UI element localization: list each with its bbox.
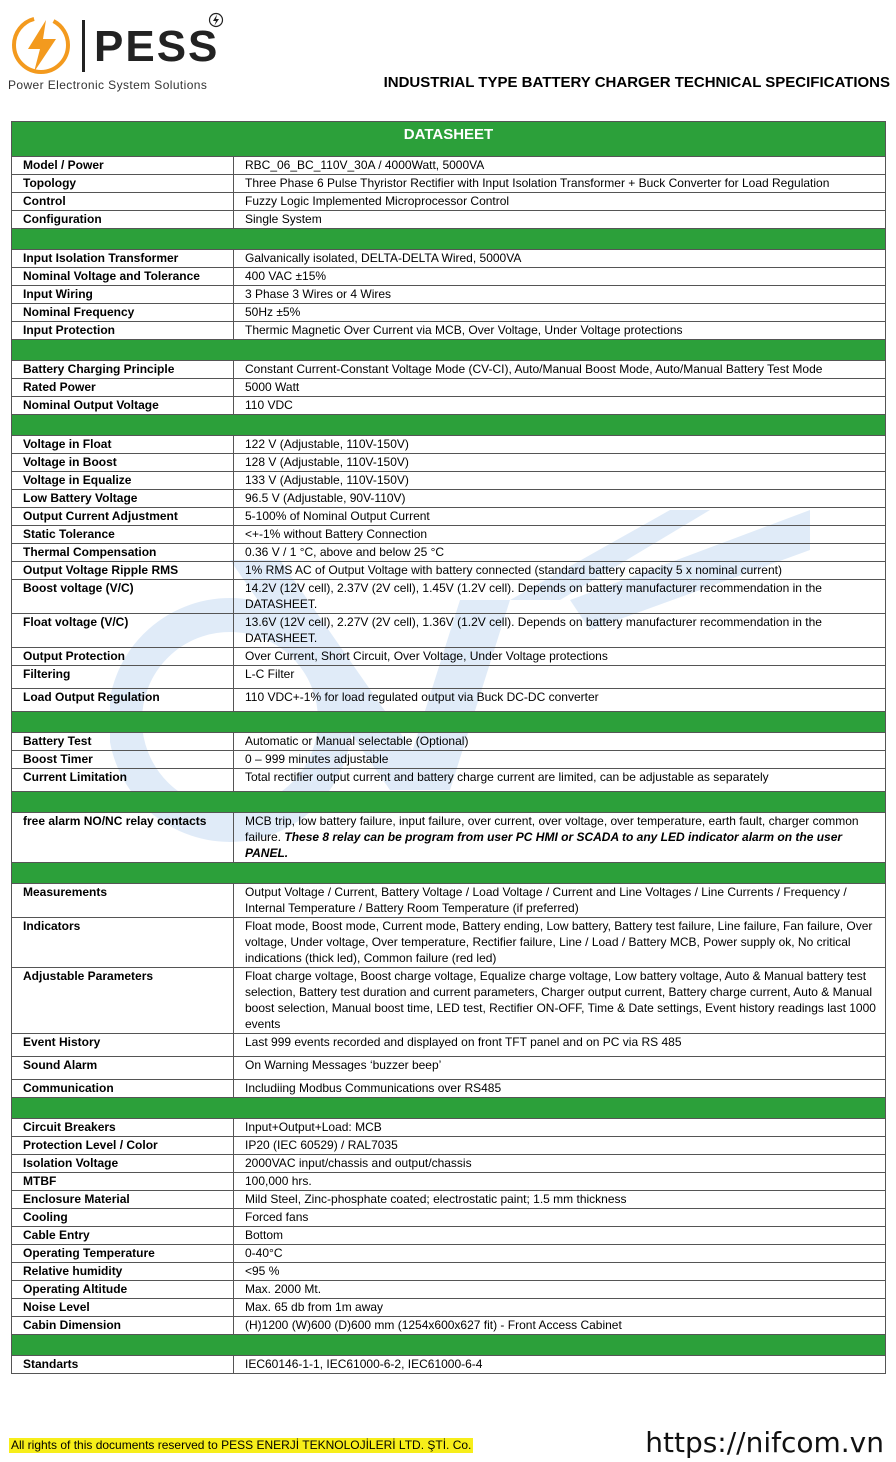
spec-label: Boost voltage (V/C): [12, 580, 234, 614]
section-divider: [12, 792, 886, 813]
spec-label: Rated Power: [12, 379, 234, 397]
spec-value: [234, 193, 886, 211]
spec-value-text: 5-100% of Nominal Output Current: [245, 509, 430, 523]
section-divider-bar: [12, 863, 886, 884]
spec-value-text: Output Voltage / Current, Battery Voltage / Load Voltage / Current and Line Voltages / Line Currents / Frequency / Internal Temperature / Battery Room Temperature (if preferred): [245, 885, 847, 915]
spec-label: Output Current Adjustment: [12, 508, 234, 526]
spec-value-text: 0.36 V / 1 °C, above and below 25 °C: [245, 545, 445, 559]
spec-row: [12, 1173, 886, 1191]
spec-row: [12, 211, 886, 229]
section-divider: [12, 1335, 886, 1356]
spec-value-text: Single System: [245, 212, 322, 226]
spec-value: [234, 1245, 886, 1263]
spec-label: Measurements: [12, 884, 234, 918]
spec-row: [12, 1227, 886, 1245]
spec-value-text: Fuzzy Logic Implemented Microprocessor Control: [245, 194, 510, 208]
spec-label: Cabin Dimension: [12, 1317, 234, 1335]
spec-value: [234, 454, 886, 472]
spec-row: [12, 454, 886, 472]
spec-value-text: Bottom: [245, 1228, 284, 1242]
spec-label: Voltage in Boost: [12, 454, 234, 472]
spec-label: Current Limitation: [12, 769, 234, 792]
spec-label: Indicators: [12, 918, 234, 968]
spec-row: [12, 968, 886, 1034]
spec-row: [12, 813, 886, 863]
small-bolt-icon: [208, 12, 224, 28]
spec-label: Voltage in Equalize: [12, 472, 234, 490]
spec-value-text: 2000VAC input/chassis and output/chassis: [245, 1156, 472, 1170]
spec-value-text: Includiing Modbus Communications over RS485: [245, 1081, 502, 1095]
spec-row: [12, 1245, 886, 1263]
spec-value-text: 100,000 hrs.: [245, 1174, 312, 1188]
spec-value-text: Total rectifier output current and battery charge current are limited, can be adjustable as separately: [245, 770, 769, 784]
spec-row: [12, 361, 886, 379]
spec-label: Control: [12, 193, 234, 211]
spec-row: [12, 769, 886, 792]
spec-label: Filtering: [12, 666, 234, 689]
spec-row: [12, 286, 886, 304]
spec-label: Low Battery Voltage: [12, 490, 234, 508]
spec-value: [234, 733, 886, 751]
section-divider: [12, 229, 886, 250]
spec-value-text: 133 V (Adjustable, 110V-150V): [245, 473, 409, 487]
spec-row: [12, 193, 886, 211]
spec-row: [12, 1356, 886, 1374]
spec-label: Topology: [12, 175, 234, 193]
spec-label: Cooling: [12, 1209, 234, 1227]
spec-value-text: Float mode, Boost mode, Current mode, Battery ending, Low battery, Battery test failure, Line failure, Fan failure, Over voltage, Under voltage, Over temperature, Rectifier failure, Line / Load / Battery MCB, Power supply ok, No critical indications (thick led), Common failure (red led): [245, 919, 873, 965]
spec-value-text: Forced fans: [245, 1210, 309, 1224]
spec-value: [234, 751, 886, 769]
lightning-bolt-icon: [10, 14, 72, 76]
spec-value: [234, 648, 886, 666]
spec-value: [234, 472, 886, 490]
spec-label: MTBF: [12, 1173, 234, 1191]
spec-value: [234, 322, 886, 340]
spec-value: [234, 157, 886, 175]
spec-value-text: RBC_06_BC_110V_30A / 4000Watt, 5000VA: [245, 158, 485, 172]
spec-row: [12, 1119, 886, 1137]
spec-value: [234, 250, 886, 268]
website-link[interactable]: https://nifcom.vn: [645, 1426, 884, 1459]
spec-value: [234, 1299, 886, 1317]
spec-label: Input Protection: [12, 322, 234, 340]
spec-row: [12, 884, 886, 918]
spec-row: [12, 526, 886, 544]
section-divider-bar: [12, 712, 886, 733]
spec-value: [234, 1317, 886, 1335]
spec-value-text: Last 999 events recorded and displayed on front TFT panel and on PC via RS 485: [245, 1035, 682, 1049]
datasheet-title: DATASHEET: [12, 122, 886, 157]
section-divider: [12, 712, 886, 733]
spec-value-text: 110 VDC: [245, 398, 293, 412]
spec-value: [234, 544, 886, 562]
spec-table: [11, 121, 886, 1374]
spec-value-text: 14.2V (12V cell), 2.37V (2V cell), 1.45V (1.2V cell). Depends on battery manufacturer recommendation in the DATASHEET.: [245, 581, 822, 611]
spec-row: [12, 268, 886, 286]
spec-label: Event History: [12, 1034, 234, 1057]
spec-label: Operating Temperature: [12, 1245, 234, 1263]
spec-value: [234, 813, 886, 863]
spec-label: Load Output Regulation: [12, 689, 234, 712]
spec-row: [12, 1317, 886, 1335]
logo-divider: [82, 20, 85, 72]
spec-label: Configuration: [12, 211, 234, 229]
spec-row: [12, 544, 886, 562]
spec-value: [234, 614, 886, 648]
spec-row: [12, 304, 886, 322]
spec-row: [12, 1137, 886, 1155]
spec-row: [12, 379, 886, 397]
spec-row: [12, 614, 886, 648]
spec-row: [12, 157, 886, 175]
spec-value-text: Over Current, Short Circuit, Over Voltage, Under Voltage protections: [245, 649, 608, 663]
section-divider: [12, 863, 886, 884]
spec-label: Input Isolation Transformer: [12, 250, 234, 268]
spec-label: Output Protection: [12, 648, 234, 666]
spec-value: [234, 1057, 886, 1080]
spec-label: Model / Power: [12, 157, 234, 175]
spec-label: Communication: [12, 1080, 234, 1098]
spec-value-text: Float charge voltage, Boost charge voltage, Equalize charge voltage, Low battery voltage, Auto & Manual battery test selection, Battery test duration and current parameters, Charger output current, Battery charge current, Auto & Manual boost selection, Manual boost time, LED test, Rectifier ON-OFF, Time & Date settings, Event history readings last 1000 events: [245, 969, 876, 1031]
spec-value-text: Max. 2000 Mt.: [245, 1282, 322, 1296]
spec-value-text: (H)1200 (W)600 (D)600 mm (1254x600x627 fit) - Front Access Cabinet: [245, 1318, 622, 1332]
spec-row: [12, 322, 886, 340]
spec-value-text: Mild Steel, Zinc-phosphate coated; electrostatic paint; 1.5 mm thickness: [245, 1192, 627, 1206]
spec-value-text: 0 – 999 minutes adjustable: [245, 752, 389, 766]
spec-value: [234, 1281, 886, 1299]
spec-value-text: Input+Output+Load: MCB: [245, 1120, 382, 1134]
pess-logo: [8, 10, 228, 95]
spec-label: Nominal Voltage and Tolerance: [12, 268, 234, 286]
spec-row: [12, 648, 886, 666]
spec-row: [12, 1155, 886, 1173]
spec-value: [234, 769, 886, 792]
copyright-note: All rights of this documents reserved to PESS ENERJİ TEKNOLOJİLERİ LTD. ŞTİ. Co.: [11, 1438, 472, 1452]
spec-label: Isolation Voltage: [12, 1155, 234, 1173]
spec-value-text: 128 V (Adjustable, 110V-150V): [245, 455, 409, 469]
spec-value: [234, 361, 886, 379]
spec-value: [234, 175, 886, 193]
spec-label: Nominal Output Voltage: [12, 397, 234, 415]
spec-value: [234, 884, 886, 918]
spec-value-text: <95 %: [245, 1264, 280, 1278]
logo-wordmark: PESS: [94, 22, 220, 71]
spec-value: [234, 689, 886, 712]
spec-row: [12, 175, 886, 193]
spec-row: [12, 1080, 886, 1098]
spec-row: [12, 751, 886, 769]
spec-row: [12, 250, 886, 268]
spec-value-text: 1% RMS AC of Output Voltage with battery connected (standard battery capacity 5 x nominal current): [245, 563, 782, 577]
section-divider: [12, 1098, 886, 1119]
spec-label: Input Wiring: [12, 286, 234, 304]
spec-value: [234, 1209, 886, 1227]
datasheet: [11, 121, 885, 1374]
spec-value: [234, 1227, 886, 1245]
section-divider-bar: [12, 1098, 886, 1119]
spec-label: Voltage in Float: [12, 436, 234, 454]
spec-label: Cable Entry: [12, 1227, 234, 1245]
spec-value-text: 96.5 V (Adjustable, 90V-110V): [245, 491, 406, 505]
spec-value: [234, 268, 886, 286]
spec-label: Circuit Breakers: [12, 1119, 234, 1137]
spec-value-text: 13.6V (12V cell), 2.27V (2V cell), 1.36V (1.2V cell). Depends on battery manufacturer recommendation in the DATASHEET.: [245, 615, 822, 645]
spec-row: [12, 733, 886, 751]
spec-label: Noise Level: [12, 1299, 234, 1317]
spec-row: [12, 1263, 886, 1281]
spec-value-text: Automatic or Manual selectable (Optional): [245, 734, 469, 748]
spec-value: [234, 1155, 886, 1173]
spec-value: [234, 286, 886, 304]
spec-value: [234, 968, 886, 1034]
spec-value-text: Galvanically isolated, DELTA-DELTA Wired, 5000VA: [245, 251, 522, 265]
spec-value-text: 122 V (Adjustable, 110V-150V): [245, 437, 409, 451]
spec-value-text: Three Phase 6 Pulse Thyristor Rectifier with Input Isolation Transformer + Buck Converter for Load Regulation: [245, 176, 830, 190]
spec-value: [234, 1191, 886, 1209]
section-divider-bar: [12, 229, 886, 250]
spec-value-text: L-C Filter: [245, 667, 295, 681]
spec-row: [12, 1057, 886, 1080]
spec-value: [234, 1263, 886, 1281]
spec-value: [234, 490, 886, 508]
spec-row: [12, 490, 886, 508]
spec-value: [234, 918, 886, 968]
spec-value: [234, 666, 886, 689]
spec-value: [234, 379, 886, 397]
spec-label: Thermal Compensation: [12, 544, 234, 562]
spec-value-text: MCB trip, low battery failure, input failure, over current, over voltage, over temperature, earth fault, charger common failure.: [245, 814, 859, 844]
spec-value: [234, 1080, 886, 1098]
spec-label: Relative humidity: [12, 1263, 234, 1281]
spec-row: [12, 436, 886, 454]
spec-row: [12, 580, 886, 614]
spec-label: free alarm NO/NC relay contacts: [12, 813, 234, 863]
spec-label: Protection Level / Color: [12, 1137, 234, 1155]
spec-value-text: 400 VAC ±15%: [245, 269, 327, 283]
spec-value-text: On Warning Messages ‘buzzer beep’: [245, 1058, 442, 1072]
spec-label: Float voltage (V/C): [12, 614, 234, 648]
spec-row: [12, 562, 886, 580]
spec-value-text: IP20 (IEC 60529) / RAL7035: [245, 1138, 398, 1152]
page-header: [0, 0, 896, 115]
spec-value: [234, 211, 886, 229]
section-divider: [12, 415, 886, 436]
spec-value: [234, 1034, 886, 1057]
spec-label: Adjustable Parameters: [12, 968, 234, 1034]
spec-value-text: 50Hz ±5%: [245, 305, 301, 319]
spec-label: Output Voltage Ripple RMS: [12, 562, 234, 580]
spec-label: Standarts: [12, 1356, 234, 1374]
spec-value: [234, 436, 886, 454]
spec-value: [234, 1119, 886, 1137]
spec-row: [12, 508, 886, 526]
spec-value-emphasis: These 8 relay can be program from user PC HMI or SCADA to any LED indicator alarm on the user PANEL.: [245, 830, 843, 860]
spec-row: [12, 397, 886, 415]
spec-label: Operating Altitude: [12, 1281, 234, 1299]
spec-value-text: 5000 Watt: [245, 380, 300, 394]
spec-label: Battery Charging Principle: [12, 361, 234, 379]
spec-value-text: Constant Current-Constant Voltage Mode (CV-CI), Auto/Manual Boost Mode, Auto/Manual Battery Test Mode: [245, 362, 823, 376]
spec-label: Sound Alarm: [12, 1057, 234, 1080]
logo-tagline: Power Electronic System Solutions: [8, 78, 208, 92]
spec-row: [12, 472, 886, 490]
spec-value-text: 3 Phase 3 Wires or 4 Wires: [245, 287, 392, 301]
spec-value-text: <+-1% without Battery Connection: [245, 527, 428, 541]
section-divider-bar: [12, 340, 886, 361]
spec-label: Nominal Frequency: [12, 304, 234, 322]
spec-row: [12, 666, 886, 689]
spec-label: Static Tolerance: [12, 526, 234, 544]
spec-row: [12, 918, 886, 968]
spec-value-text: 0-40°C: [245, 1246, 283, 1260]
spec-label: Battery Test: [12, 733, 234, 751]
spec-value: [234, 562, 886, 580]
spec-value: [234, 1356, 886, 1374]
spec-value: [234, 304, 886, 322]
spec-row: [12, 1034, 886, 1057]
spec-value-text: 110 VDC+-1% for load regulated output via Buck DC-DC converter: [245, 690, 599, 704]
spec-value-text: Thermic Magnetic Over Current via MCB, Over Voltage, Under Voltage protections: [245, 323, 683, 337]
spec-value: [234, 397, 886, 415]
spec-value: [234, 580, 886, 614]
document-title: INDUSTRIAL TYPE BATTERY CHARGER TECHNICAL SPECIFICATIONS: [383, 74, 890, 91]
spec-value: [234, 508, 886, 526]
spec-value-text: IEC60146-1-1, IEC61000-6-2, IEC61000-6-4: [245, 1357, 483, 1371]
section-divider: [12, 340, 886, 361]
spec-row: [12, 1299, 886, 1317]
spec-value: [234, 526, 886, 544]
spec-row: [12, 1209, 886, 1227]
spec-label: Boost Timer: [12, 751, 234, 769]
spec-label: Enclosure Material: [12, 1191, 234, 1209]
section-divider-bar: [12, 792, 886, 813]
spec-value-text: Max. 65 db from 1m away: [245, 1300, 384, 1314]
spec-row: [12, 1281, 886, 1299]
section-divider-bar: [12, 415, 886, 436]
spec-value: [234, 1137, 886, 1155]
spec-row: [12, 1191, 886, 1209]
section-divider-bar: [12, 1335, 886, 1356]
spec-row: [12, 689, 886, 712]
spec-value: [234, 1173, 886, 1191]
datasheet-title-row: [12, 122, 886, 157]
